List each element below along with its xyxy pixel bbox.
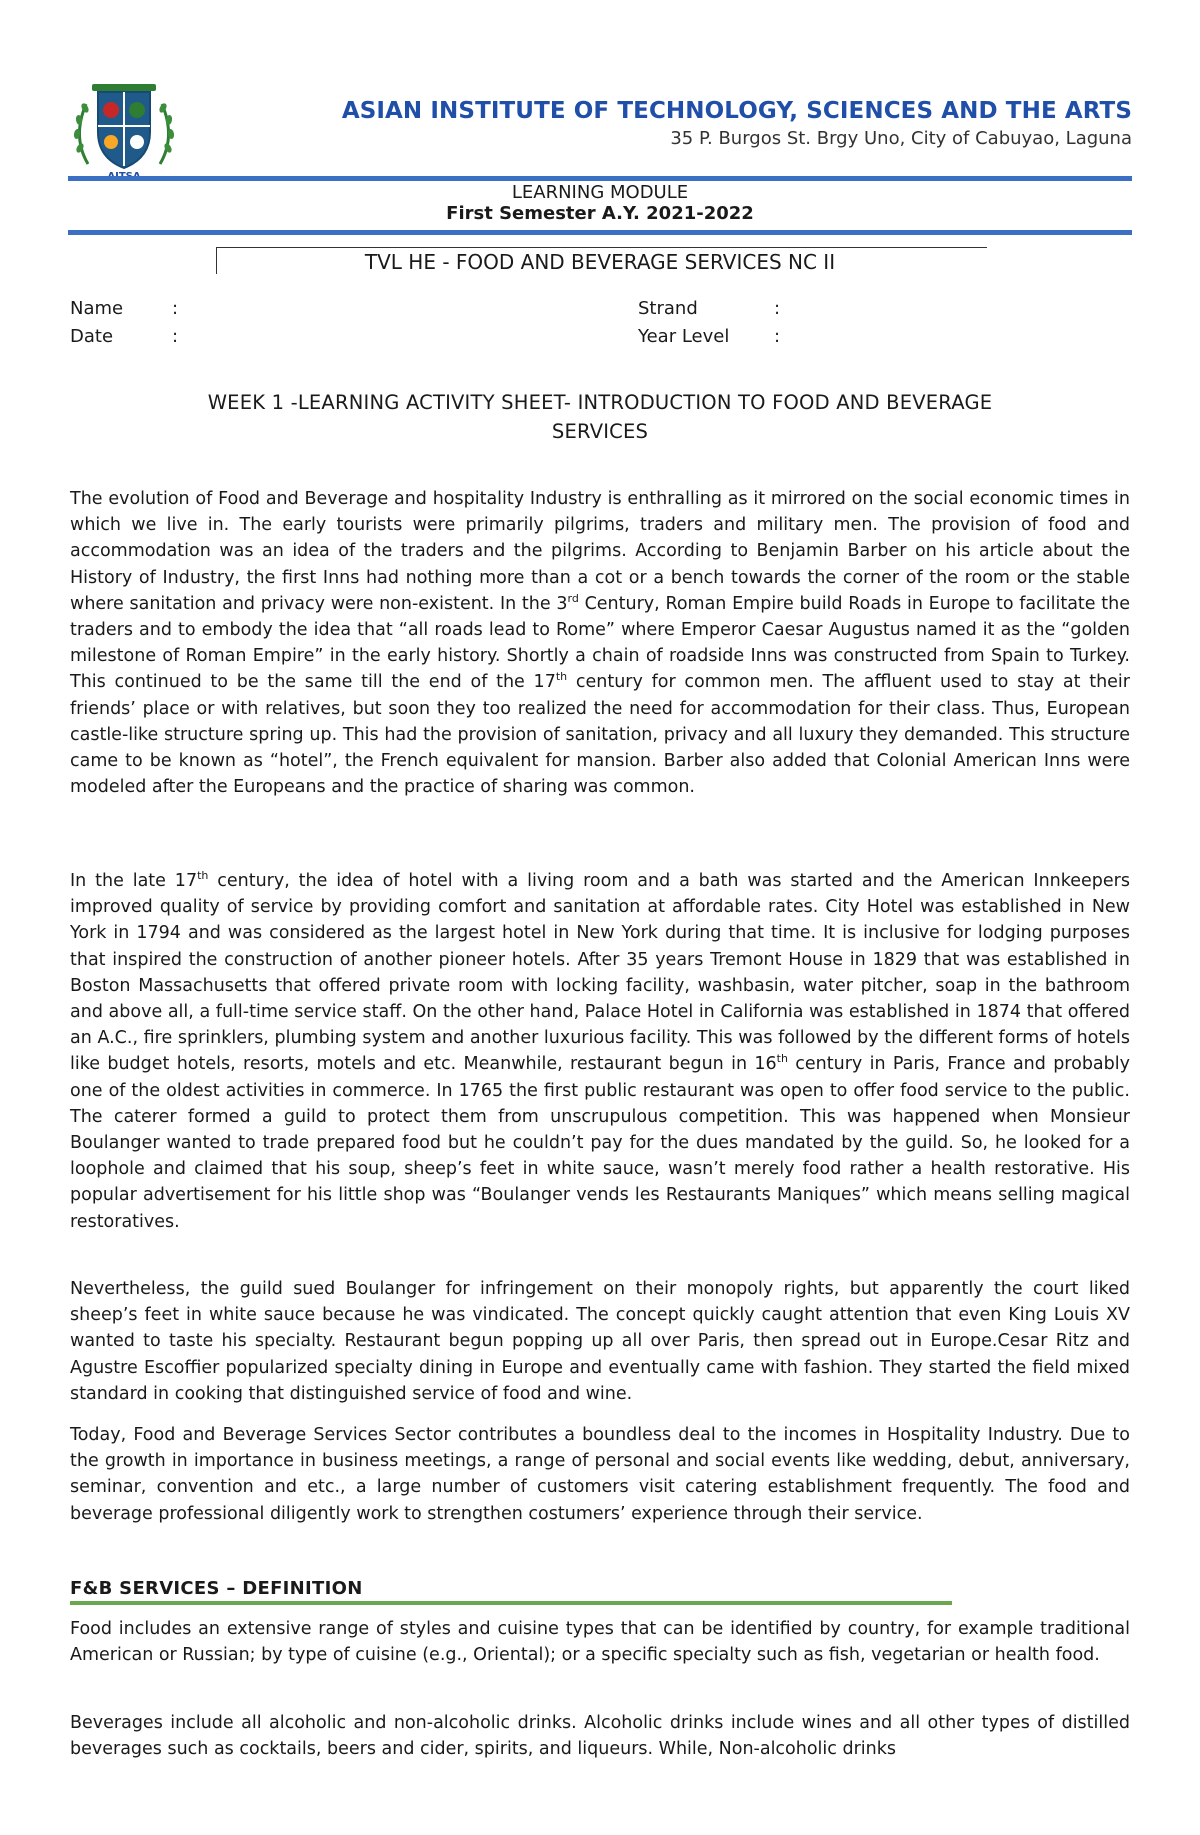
course-title: TVL HE - FOOD AND BEVERAGE SERVICES NC II [364, 250, 836, 274]
paragraph-3: Nevertheless, the guild sued Boulanger for infringement on their monopoly rights, but apparently the court liked sheep’s feet in white sauce because he was vindicated. The concept quickly caught attention that even King Louis XV wanted to taste his specialty. Restaurant begun popping up all over Paris, then spread out in Europe.Cesar Ritz and Agustre Escoffier popularized specialty dining in Europe and eventually came with fashion. They started the field mixed standard in cooking that distinguished service of food and wine. [70, 1279, 1130, 1404]
paragraph-1: The evolution of Food and Beverage and hospitality Industry is enthralling as it mirrored on the social economic times in which we live in. The early tourists were primarily pilgrims, traders and military men. The provision of food and accommodation was an idea of the traders and the pilgrims. According to Benjamin Barber on his article about the History of Industry, the first Inns had nothing more than a cot or a bench towards the corner of the room or the stable where sanitation and privacy were non-existent. In the 3rd Century, Roman Empire build Roads in Europe to facilitate the traders and to embody the idea that “all roads lead to Rome” where Emperor Caesar Augustus named it as the “golden milestone of Roman Empire” in the early history. Shortly a chain of roadside Inns was constructed from Spain to Turkey. This continued to be the same till the end of the 17th century for common men. The affluent used to stay at their friends’ place or with relatives, but soon they too realized the need for accommodation for their class. Thus, European castle-like structure spring up. This had the provision of sanitation, privacy and all luxury they demanded. This structure came to be known as “hotel”, the French equivalent for mansion. Barber also added that Colonial American Inns were modeled after the Europeans and the practice of sharing was common. [70, 489, 1130, 798]
institution-name: ASIAN INSTITUTE OF TECHNOLOGY, SCIENCES AND THE ARTS [341, 98, 1132, 124]
strand-field [638, 298, 781, 319]
header-rule-top [68, 176, 1132, 181]
year-level-label: Year Level [638, 326, 730, 347]
name-label: Name [70, 298, 124, 319]
institution-address: 35 P. Burgos St. Brgy Uno, City of Cabuyao, Laguna [670, 128, 1132, 149]
paragraph-4: Today, Food and Beverage Services Sector contributes a boundless deal to the incomes in Hospitality Industry. Due to the growth in importance in business meetings, a range of personal and social events like wedding, debut, anniversary, seminar, convention and etc., a large number of customers visit catering establishment frequently. The food and beverage professional diligently work to strengthen costumers’ experience through their service. [70, 1425, 1130, 1524]
week-title-line1: WEEK 1 -LEARNING ACTIVITY SHEET- INTRODUCTION TO FOOD AND BEVERAGE [207, 391, 993, 414]
paragraph-5: Food includes an extensive range of styles and cuisine types that can be identified by country, for example traditional American or Russian; by type of cuisine (e.g., Oriental); or a specific specialty such as fish, vegetarian or health food. [70, 1619, 1130, 1666]
module-title-block [0, 182, 1200, 224]
date-field [70, 326, 179, 347]
name-colon: : [172, 298, 179, 319]
year-level-colon: : [774, 326, 781, 347]
institution-logo [68, 82, 180, 182]
strand-colon: : [774, 298, 781, 319]
header-rule-bottom [68, 230, 1132, 235]
paragraph-2: In the late 17th century, the idea of hotel with a living room and a bath was started and the American Innkeepers improved quality of service by providing comfort and sanitation at affordable rates. City Hotel was established in New York in 1794 and was considered as the largest hotel in New York during that time. It is inclusive for lodging purposes that inspired the construction of another pioneer hotels. After 35 years Tremont House in 1829 that was established in Boston Massachusetts that offered private room with locking facility, washbasin, water pitcher, soap in the bathroom and above all, a full-time service staff. On the other hand, Palace Hotel in California was established in 1874 that offered an A.C., fire sprinklers, plumbing system and another luxurious facility. This was followed by the different forms of hotels like budget hotels, resorts, motels and etc. Meanwhile, restaurant begun in 16th century in Paris, France and probably one of the oldest activities in commerce. In 1765 the first public restaurant was open to offer food service to the public. The caterer formed a guild to protect them from unscrupulous competition. This was happened when Monsieur Boulanger wanted to trade prepared food but he couldn’t pay for the dues mandated by the guild. So, he looked for a loophole and claimed that his soup, sheep’s feet in white sauce, wasn’t merely food rather a health restorative. His popular advertisement for his little shop was “Boulanger vends les Restaurants Maniques” which means selling magical restoratives. [70, 869, 1130, 1232]
module-semester: First Semester A.Y. 2021-2022 [446, 203, 754, 224]
year-level-field [638, 326, 781, 347]
date-colon: : [172, 326, 179, 347]
week-title-line2: SERVICES [551, 420, 649, 443]
paragraph-6: Beverages include all alcoholic and non-alcoholic drinks. Alcoholic drinks include wines and all other types of distilled beverages such as cocktails, beers and cider, spirits, and liqueurs. While, Non-alcoholic drinks [70, 1713, 1130, 1760]
section-rule [70, 1601, 952, 1605]
date-label: Date [70, 326, 114, 347]
section-heading: F&B SERVICES – DEFINITION [70, 1578, 363, 1599]
strand-label: Strand [638, 298, 698, 319]
module-label: LEARNING MODULE [511, 182, 689, 203]
name-field [70, 298, 179, 319]
week-title [100, 388, 1100, 446]
